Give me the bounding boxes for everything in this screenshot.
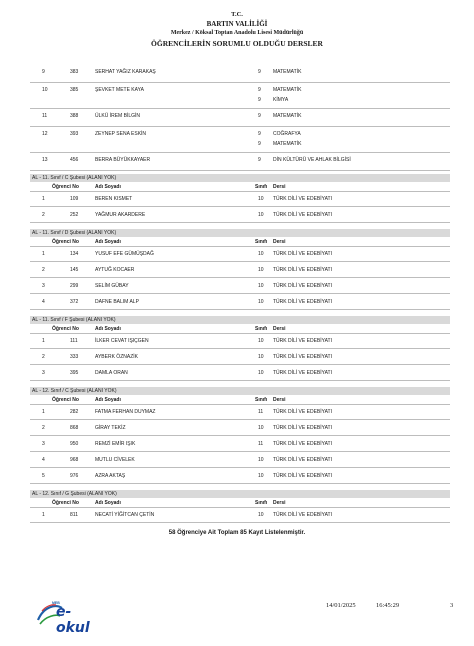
student-number: 456	[70, 157, 79, 163]
table-row	[30, 441, 450, 449]
student-name: SERHAT YAĞIZ KARAKAŞ	[95, 69, 156, 75]
student-number: 811	[70, 512, 78, 518]
course: COĞRAFYA	[273, 131, 301, 137]
row-divider	[30, 364, 450, 365]
column-header-divider	[30, 507, 450, 508]
table-row	[30, 87, 450, 107]
course: DİN KÜLTÜRÜ VE AHLAK BİLGİSİ	[273, 157, 351, 163]
row-divider	[30, 380, 450, 381]
table-row	[30, 512, 450, 520]
course: TÜRK DİLİ VE EDEBİYATI	[273, 338, 332, 344]
student-name: İLKER CEVAT IŞIÇGEN	[95, 338, 149, 344]
row-index: 4	[42, 457, 45, 463]
table-row	[30, 251, 450, 259]
column-header-grade: Sınıfı	[255, 184, 268, 190]
section-title: AL - 11. Sınıf / C Şubesi (ALANI YOK)	[32, 175, 117, 181]
table-row	[30, 409, 450, 417]
row-index: 1	[42, 338, 45, 344]
row-index: 4	[42, 299, 45, 305]
record-summary: 58 Öğrenciye Ait Toplam 85 Kayıt Listelenmiştir.	[168, 530, 306, 536]
column-header-no: Öğrenci No	[52, 184, 79, 190]
course: MATEMATİK	[273, 87, 302, 93]
print-date: 14/01/2025	[326, 602, 356, 609]
table-row	[30, 425, 450, 433]
row-index: 10	[42, 87, 48, 93]
grade: 10	[258, 299, 264, 305]
column-header-name: Adı Soyadı	[95, 500, 121, 506]
student-name: ZEYNEP SENA ESKİN	[95, 131, 147, 137]
grade: 11	[258, 441, 264, 447]
grade: 9	[258, 113, 261, 119]
row-index: 12	[42, 131, 48, 137]
course: TÜRK DİLİ VE EDEBİYATI	[273, 267, 332, 273]
row-index: 13	[42, 157, 48, 163]
table-row	[30, 354, 450, 362]
student-number: 950	[70, 441, 79, 447]
meb-label: MEB	[52, 601, 60, 605]
eokul-logo	[34, 598, 104, 636]
row-divider	[30, 483, 450, 484]
row-index: 1	[42, 512, 45, 518]
student-number: 282	[70, 409, 79, 415]
table-row	[30, 473, 450, 481]
column-headers	[30, 238, 450, 246]
row-divider	[30, 522, 450, 523]
column-header-divider	[30, 246, 450, 247]
course: KİMYA	[273, 97, 289, 103]
grade: 11	[258, 409, 264, 415]
grade: 10	[258, 196, 264, 202]
student-name: BERRA BÜYÜKKAYAER	[95, 157, 151, 163]
student-name: MUTLU CİVELEK	[95, 457, 135, 463]
section-header	[30, 387, 450, 395]
column-header-divider	[30, 333, 450, 334]
table-row	[30, 69, 450, 79]
grade: 10	[258, 512, 264, 518]
header-governorship: BARTIN VALİLİĞİ	[206, 20, 268, 28]
column-header-course: Dersi	[273, 326, 286, 332]
row-divider	[30, 293, 450, 294]
student-name: ÜLKÜ İREM BİLGİN	[95, 113, 141, 119]
row-divider	[30, 170, 450, 171]
row-index: 3	[42, 441, 45, 447]
student-name: REMZİ EMİR IŞIK	[95, 441, 136, 447]
student-number: 252	[70, 212, 79, 218]
course: MATEMATİK	[273, 113, 302, 119]
row-divider	[30, 467, 450, 468]
grade: 10	[258, 267, 264, 273]
student-number: 395	[70, 370, 79, 376]
row-divider	[30, 82, 450, 83]
course: TÜRK DİLİ VE EDEBİYATI	[273, 473, 332, 479]
row-index: 5	[42, 473, 45, 479]
course: TÜRK DİLİ VE EDEBİYATI	[273, 283, 332, 289]
row-index: 2	[42, 425, 45, 431]
column-header-grade: Sınıfı	[255, 326, 268, 332]
student-name: AYTUĞ KOCAER	[95, 267, 135, 273]
student-name: ŞEVKET METE KAYA	[95, 87, 144, 93]
student-number: 333	[70, 354, 79, 360]
column-header-divider	[30, 404, 450, 405]
course: TÜRK DİLİ VE EDEBİYATI	[273, 251, 332, 257]
student-number: 385	[70, 87, 79, 93]
section-header	[30, 174, 450, 182]
column-header-course: Dersi	[273, 500, 286, 506]
student-number: 145	[70, 267, 79, 273]
grade: 10	[258, 212, 264, 218]
course: TÜRK DİLİ VE EDEBİYATI	[273, 354, 332, 360]
grade: 9	[258, 157, 261, 163]
course: MATEMATİK	[273, 69, 302, 75]
column-header-divider	[30, 191, 450, 192]
row-divider	[30, 261, 450, 262]
section-header	[30, 316, 450, 324]
student-number: 968	[70, 457, 79, 463]
section-header	[30, 490, 450, 498]
student-number: 976	[70, 473, 79, 479]
column-header-course: Dersi	[273, 184, 286, 190]
grade: 9	[258, 69, 261, 75]
row-index: 1	[42, 196, 45, 202]
row-index: 9	[42, 69, 45, 75]
grade: 9	[258, 141, 261, 147]
section-title: AL - 11. Sınıf / D Şubesi (ALANI YOK)	[32, 230, 117, 236]
grade: 10	[258, 283, 264, 289]
grade: 10	[258, 354, 264, 360]
student-number: 393	[70, 131, 79, 137]
column-headers	[30, 325, 450, 333]
column-header-no: Öğrenci No	[52, 239, 79, 245]
student-name: YAĞMUR AKARDERE	[95, 212, 146, 218]
column-header-name: Adı Soyadı	[95, 239, 121, 245]
student-name: FATMA FERHAN DUYMAZ	[95, 409, 156, 415]
section-title: AL - 12. Sınıf / G Şubesi (ALANI YOK)	[32, 491, 117, 497]
row-divider	[30, 222, 450, 223]
table-row	[30, 212, 450, 220]
course: TÜRK DİLİ VE EDEBİYATI	[273, 409, 332, 415]
grade: 10	[258, 473, 264, 479]
student-number: 383	[70, 69, 79, 75]
student-name: YUSUF EFE GÜMÜŞDAĞ	[95, 251, 154, 257]
page-footer	[0, 598, 474, 636]
student-number: 372	[70, 299, 79, 305]
grade: 9	[258, 131, 261, 137]
student-number: 111	[70, 338, 78, 344]
column-header-name: Adı Soyadı	[95, 397, 121, 403]
column-header-grade: Sınıfı	[255, 500, 268, 506]
row-divider	[30, 435, 450, 436]
course: MATEMATİK	[273, 141, 302, 147]
section-header	[30, 229, 450, 237]
row-divider	[30, 277, 450, 278]
column-header-no: Öğrenci No	[52, 397, 79, 403]
section-title: AL - 12. Sınıf / C Şubesi (ALANI YOK)	[32, 388, 117, 394]
student-name: AZRA AKTAŞ	[95, 473, 126, 479]
grade: 10	[258, 425, 264, 431]
row-index: 1	[42, 251, 45, 257]
row-divider	[30, 451, 450, 452]
grade: 10	[258, 370, 264, 376]
table-row	[30, 338, 450, 346]
student-name: SELİM GÜBAY	[95, 283, 129, 289]
column-headers	[30, 396, 450, 404]
page-title: ÖĞRENCİLERİN SORUMLU OLDUĞU DERSLER	[151, 39, 323, 48]
student-number: 134	[70, 251, 79, 257]
grade: 9	[258, 87, 261, 93]
page-number: 3	[450, 602, 454, 609]
header-school: Merkez / Köksal Toptan Anadolu Lisesi Müdürlüğü	[170, 30, 304, 36]
column-header-course: Dersi	[273, 397, 286, 403]
column-header-no: Öğrenci No	[52, 326, 79, 332]
course: TÜRK DİLİ VE EDEBİYATI	[273, 425, 332, 431]
table-row	[30, 283, 450, 291]
row-divider	[30, 108, 450, 109]
student-number: 299	[70, 283, 79, 289]
student-number: 109	[70, 196, 79, 202]
row-index: 2	[42, 267, 45, 273]
row-index: 11	[42, 113, 48, 119]
table-row	[30, 113, 450, 123]
row-index: 2	[42, 212, 45, 218]
row-divider	[30, 126, 450, 127]
table-row	[30, 457, 450, 465]
course: TÜRK DİLİ VE EDEBİYATI	[273, 196, 332, 202]
column-header-course: Dersi	[273, 239, 286, 245]
grade: 10	[258, 338, 264, 344]
course: TÜRK DİLİ VE EDEBİYATI	[273, 212, 332, 218]
student-name: DAMLA ORAN	[95, 370, 128, 376]
course: TÜRK DİLİ VE EDEBİYATI	[273, 457, 332, 463]
table-row	[30, 157, 450, 167]
grade: 10	[258, 457, 264, 463]
column-header-grade: Sınıfı	[255, 239, 268, 245]
course: TÜRK DİLİ VE EDEBİYATI	[273, 370, 332, 376]
student-name: DAFNE BALIM ALP	[95, 299, 139, 305]
row-divider	[30, 152, 450, 153]
student-name: GİRAY TEKİZ	[95, 425, 126, 431]
section-title: AL - 11. Sınıf / F Şubesi (ALANI YOK)	[32, 317, 116, 323]
table-row	[30, 267, 450, 275]
column-header-no: Öğrenci No	[52, 500, 79, 506]
column-headers	[30, 499, 450, 507]
grade: 10	[258, 251, 264, 257]
column-header-name: Adı Soyadı	[95, 184, 121, 190]
student-name: NECATİ YİĞİTCAN ÇETİN	[95, 512, 155, 518]
student-name: AYBERK ÖZNAZİK	[95, 354, 138, 360]
course: TÜRK DİLİ VE EDEBİYATI	[273, 512, 332, 518]
row-index: 1	[42, 409, 45, 415]
row-divider	[30, 419, 450, 420]
column-header-name: Adı Soyadı	[95, 326, 121, 332]
row-index: 3	[42, 370, 45, 376]
table-row	[30, 299, 450, 307]
student-name: BEREN KISMET	[95, 196, 133, 202]
print-time: 16:45:29	[376, 602, 400, 609]
student-number: 868	[70, 425, 79, 431]
student-number: 388	[70, 113, 79, 119]
table-row	[30, 196, 450, 204]
column-header-grade: Sınıfı	[255, 397, 268, 403]
eokul-logo-text: e-okul	[56, 604, 90, 636]
row-divider	[30, 206, 450, 207]
row-divider	[30, 348, 450, 349]
grade: 9	[258, 97, 261, 103]
row-index: 2	[42, 354, 45, 360]
table-row	[30, 131, 450, 151]
table-row	[30, 370, 450, 378]
course: TÜRK DİLİ VE EDEBİYATI	[273, 299, 332, 305]
row-divider	[30, 309, 450, 310]
column-headers	[30, 183, 450, 191]
row-index: 3	[42, 283, 45, 289]
course: TÜRK DİLİ VE EDEBİYATI	[273, 441, 332, 447]
header-tc: T.C.	[231, 11, 243, 18]
